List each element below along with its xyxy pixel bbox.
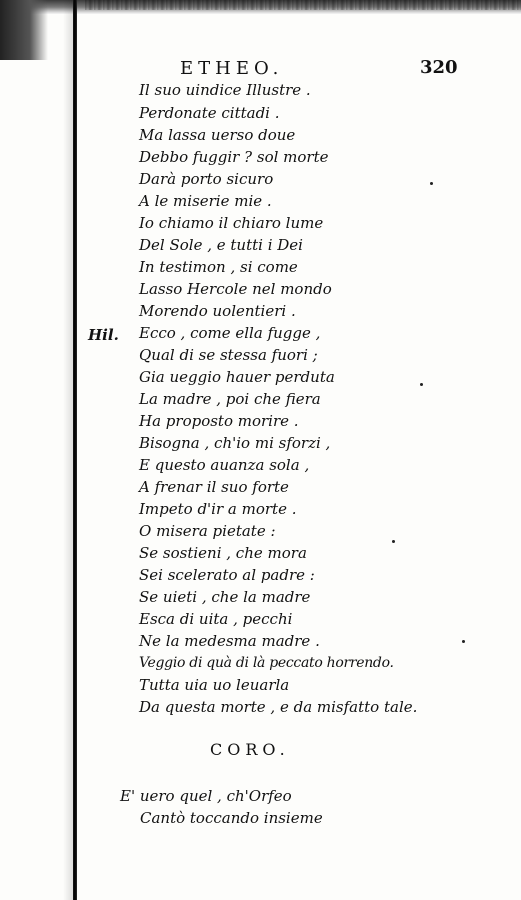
paper-speck [392, 540, 395, 543]
speaker-label: Hil. [88, 326, 119, 344]
verse-line: Tutta uia uo leuarla [139, 676, 290, 694]
torn-page-edge [0, 0, 521, 14]
chorus-line: Cantò toccando insieme [140, 809, 323, 827]
verse-line: Ma lassa uerso doue [139, 126, 296, 144]
verse-line: A le miserie mie . [139, 192, 272, 210]
verse-line: Ecco , come ella fugge , [139, 324, 321, 342]
verse-line: Bisogna , ch'io mi sforzi , [139, 434, 331, 452]
verse-line: Esca di uita , pecchi [139, 610, 293, 628]
page-number: 320 [420, 57, 458, 78]
verse-line: Lasso Hercole nel mondo [139, 280, 332, 298]
verse-line: In testimon , si come [139, 258, 298, 276]
paper-speck [420, 383, 423, 386]
chorus-line: E' uero quel , ch'Orfeo [120, 787, 292, 805]
verse-line: Del Sole , e tutti i Dei [139, 236, 303, 254]
verse-line: Io chiamo il chiaro lume [139, 214, 324, 232]
verse-line: Qual di se stessa fuori ; [139, 346, 318, 364]
verse-line: Ne la medesma madre . [139, 632, 320, 650]
verse-line: Ha proposto morire . [139, 412, 299, 430]
verse-line: Veggio di quà di là peccato horrendo. [139, 655, 394, 671]
verse-line: Se sostieni , che mora [139, 544, 307, 562]
verse-line: La madre , poi che fiera [139, 390, 321, 408]
verse-line: A frenar il suo forte [139, 478, 289, 496]
paper-speck [430, 182, 433, 185]
paper-speck [462, 640, 465, 643]
verse-line: Morendo uolentieri . [139, 302, 296, 320]
verse-line: O misera pietate : [139, 522, 276, 540]
running-title: ETHEO. [180, 58, 284, 79]
verse-line: Sei scelerato al padre : [139, 566, 315, 584]
verse-line: Perdonate cittadi . [139, 104, 280, 122]
verse-line: Se uieti , che la madre [139, 588, 311, 606]
chorus-heading: CORO. [210, 740, 290, 759]
verse-line: Il suo uindice Illustre . [139, 81, 311, 99]
gutter-shade [63, 0, 73, 900]
verse-line: E questo auanza sola , [139, 456, 310, 474]
verse-line: Gia ueggio hauer perduta [139, 368, 335, 386]
facing-page-shadow [0, 0, 48, 60]
verse-line: Impeto d'ir a morte . [139, 500, 297, 518]
verse-line: Darà porto sicuro [139, 170, 274, 188]
verse-line: Da questa morte , e da misfatto tale. [139, 698, 418, 716]
binding-gutter [73, 0, 77, 900]
verse-line: Debbo fuggir ? sol morte [139, 148, 329, 166]
